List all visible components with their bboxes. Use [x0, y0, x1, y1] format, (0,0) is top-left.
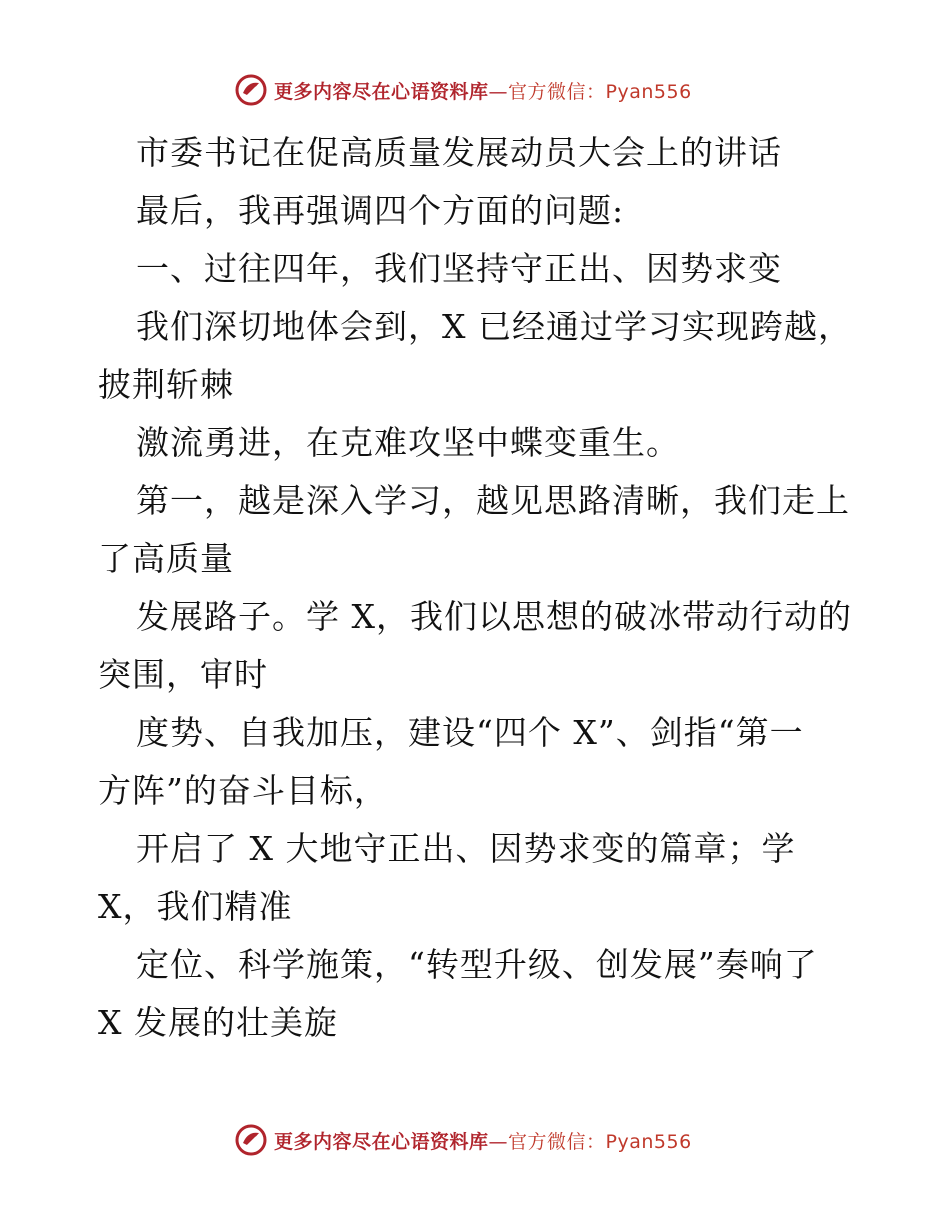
paragraph-line: 发展路子。学 X，我们以思想的破冰带动行动的	[136, 597, 852, 636]
paragraph-line: 第一，越是深入学习，越见思路清晰，我们走上	[136, 481, 850, 520]
paragraph-line: 最后，我再强调四个方面的问题:	[136, 191, 625, 230]
document-title: 市委书记在促高质量发展动员大会上的讲话	[136, 133, 782, 172]
banner-text	[274, 77, 692, 104]
banner-dash: —	[488, 80, 509, 103]
paragraph-line: X 发展的壮美旋	[98, 1003, 338, 1042]
paragraph-line: 突围，审时	[98, 655, 268, 694]
banner-dash: —	[488, 1130, 509, 1153]
paragraph-line: 度势、自我加压，建设“四个 X”、剑指“第一	[136, 713, 804, 752]
banner-text	[274, 1127, 692, 1154]
paragraph-line: 定位、科学施策，“转型升级、创发展”奏响了	[136, 945, 818, 984]
paragraph-line: 我们深切地体会到，X 已经通过学习实现跨越，	[136, 307, 852, 346]
paragraph-line: 开启了 X 大地守正出、因势求变的篇章；学	[136, 829, 796, 868]
header-banner	[234, 72, 692, 108]
section-heading: 一、过往四年，我们坚持守正出、因势求变	[136, 249, 782, 288]
document-body	[98, 124, 858, 1052]
brand-logo-icon	[234, 73, 268, 107]
banner-slogan: 更多内容尽在心语资料库	[274, 1130, 489, 1153]
paragraph-line: X，我们精准	[98, 887, 293, 926]
banner-wechat: 官方微信：Pyan556	[508, 80, 692, 103]
paragraph-line: 激流勇进，在克难攻坚中蝶变重生。	[136, 423, 680, 462]
banner-wechat: 官方微信：Pyan556	[508, 1130, 692, 1153]
footer-banner	[234, 1122, 692, 1158]
paragraph-line: 方阵”的奋斗目标，	[98, 771, 388, 810]
banner-slogan: 更多内容尽在心语资料库	[274, 80, 489, 103]
brand-logo-icon	[234, 1123, 268, 1157]
paragraph-line: 了高质量	[98, 539, 234, 578]
paragraph-line: 披荆斩棘	[98, 365, 234, 404]
